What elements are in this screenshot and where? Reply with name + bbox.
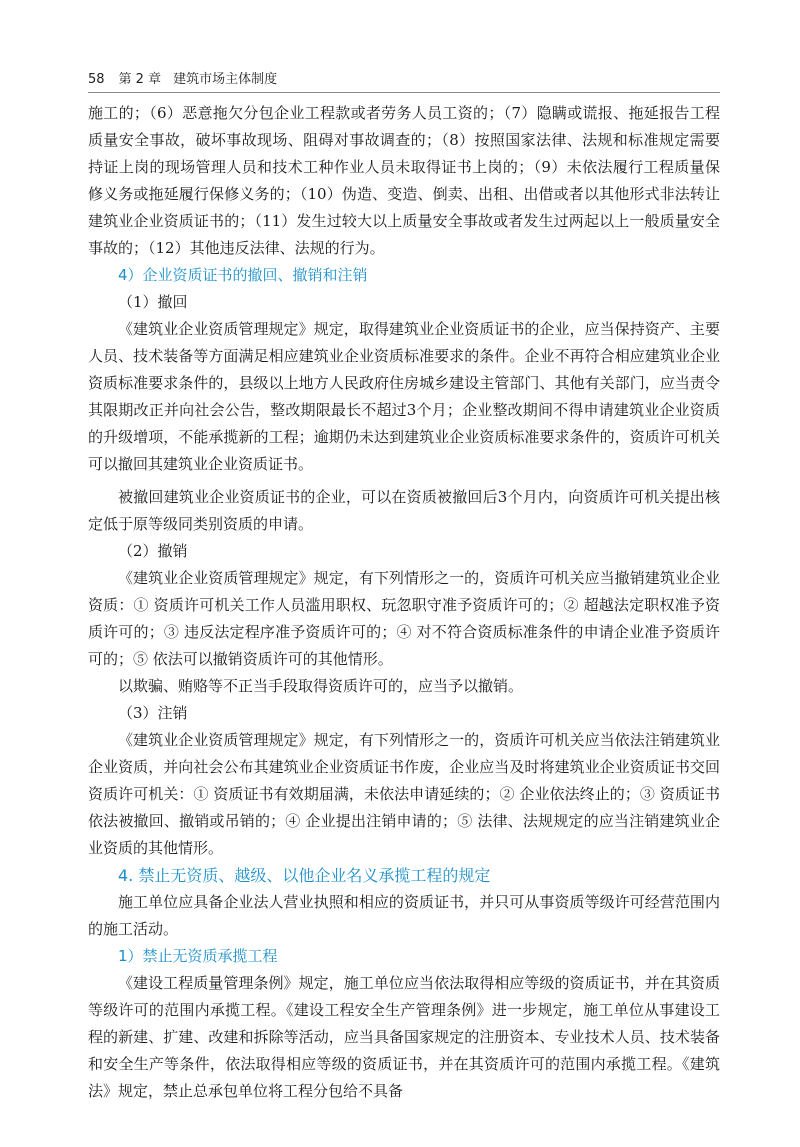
subheading-cancel: （3）注销 — [118, 704, 188, 722]
paragraph-section-4: 施工单位应具备企业法人营业执照和相应的资质证书，并只可从事资质等级许可经营范围内的施工活动。 — [88, 893, 720, 938]
paragraph-intro: 施工的；（6）恶意拖欠分包企业工程款或者劳务人员工资的；（7）隐瞒或谎报、拖延报告工程质量安全事故，破坏事故现场、阻碍对事故调查的；（8）按照国家法律、法规和标准规定需要持证上岗的现场管理人员和技术工种作业人员未取得证书上岗的；（9）未依法履行工程质量保修义务或拖延履行保修义务的；（10）伪造、变造、倒卖、出租、出借或者以其他形式非法转让建筑业企业资质证书的；（11）发生过较大以上质量安全事故或者发生过两起以上一般质量安全事故的；（12）其他违反法律、法规的行为。 — [88, 104, 720, 257]
running-header — [88, 68, 718, 87]
heading-no-qualification: 1）禁止无资质承揽工程 — [118, 947, 278, 965]
heading-section-4: 4. 禁止无资质、越级、以他企业名义承揽工程的规定 — [118, 866, 491, 885]
paragraph-revoke-1: 《建筑业企业资质管理规定》规定，有下列情形之一的，资质许可机关应当撤销建筑业企业资质：① 资质许可机关工作人员滥用职权、玩忽职守准予资质许可的；② 超越法定职权准予资质许可的；③ 违反法定程序准予资质许可的；④ 对不符合资质标准条件的申请企业准予资质许可的；⑤ 依法可以撤销资质许可的其他情形。 — [88, 569, 720, 668]
paragraph-withdraw-2: 被撤回建筑业企业资质证书的企业，可以在资质被撤回后3个月内，向资质许可机关提出核定低于原等级同类别资质的申请。 — [88, 488, 720, 533]
paragraph-withdraw-1: 《建筑业企业资质管理规定》规定，取得建筑业企业资质证书的企业，应当保持资产、主要人员、技术装备等方面满足相应建筑业企业资质标准要求的条件。企业不再符合相应建筑业企业资质标准要求条件的，县级以上地方人民政府住房城乡建设主管部门、其他有关部门，应当责令其限期改正并向社会公告，整改期限最长不超过3个月；企业整改期间不得申请建筑业企业资质的升级增项，不能承揽新的工程；逾期仍未达到建筑业企业资质标准要求条件的，资质许可机关可以撤回其建筑业企业资质证书。 — [88, 320, 720, 473]
paragraph-revoke-2: 以欺骗、贿赂等不正当手段取得资质许可的，应当予以撤销。 — [118, 677, 524, 695]
chapter-label: 第 2 章 — [118, 72, 162, 87]
subheading-withdraw: （1）撤回 — [118, 293, 188, 311]
paragraph-no-qualification: 《建设工程质量管理条例》规定，施工单位应当依法取得相应等级的资质证书，并在其资质等级许可的范围内承揽工程。《建设工程安全生产管理条例》进一步规定，施工单位从事建设工程的新建、扩建、改建和拆除等活动，应当具备国家规定的注册资本、专业技术人员、技术装备和安全生产等条件，依法取得相应等级的资质证书，并在其资质许可的范围内承揽工程。《建筑法》规定，禁止总承包单位将工程分包给不具备 — [88, 974, 720, 1100]
header-rule — [88, 92, 720, 93]
paragraph-cancel: 《建筑业企业资质管理规定》规定，有下列情形之一的，资质许可机关应当依法注销建筑业企业资质，并向社会公布其建筑业企业资质证书作废，企业应当及时将建筑业企业资质证书交回资质许可机关：① 资质证书有效期届满，未依法申请延续的；② 企业依法终止的；③ 资质证书依法被撤回、撤销或吊销的；④ 企业提出注销申请的；⑤ 法律、法规规定的应当注销建筑业企业资质的其他情形。 — [88, 731, 720, 857]
page-body — [88, 100, 720, 1105]
subheading-revoke: （2）撤销 — [118, 542, 188, 560]
heading-revocation: 4）企业资质证书的撤回、撤销和注销 — [118, 266, 368, 284]
chapter-title: 建筑市场主体制度 — [173, 72, 278, 87]
page-number: 58 — [88, 72, 105, 87]
